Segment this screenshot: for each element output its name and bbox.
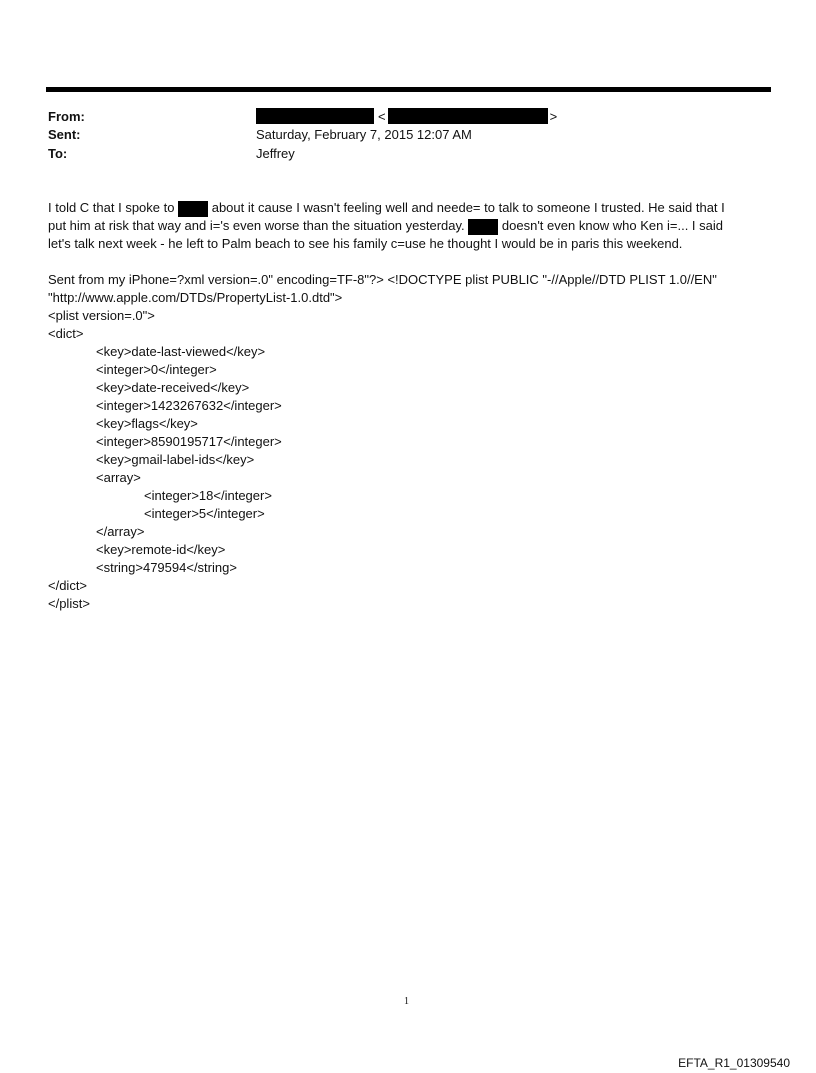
from-label: From: — [48, 109, 85, 124]
from-lt: < — [378, 108, 386, 124]
page-number: 1 — [404, 996, 409, 1007]
to-label: To: — [48, 146, 68, 161]
plist-line: <key>remote-id</key> — [96, 542, 226, 557]
plist-line: <string>479594</string> — [96, 560, 237, 575]
redaction-box — [256, 108, 374, 124]
to-value: Jeffrey — [256, 146, 295, 161]
plist-line: <key>gmail-label-ids</key> — [96, 452, 255, 467]
plist-line: <integer>18</integer> — [144, 488, 272, 503]
plist-line: </plist> — [48, 596, 90, 611]
plist-line: <key>date-received</key> — [96, 380, 250, 395]
body-line-2 — [48, 217, 768, 235]
sent-label: Sent: — [48, 127, 81, 142]
redaction-box — [388, 108, 548, 124]
redaction-box — [468, 219, 498, 235]
bates-number: EFTA_R1_01309540 — [678, 1056, 790, 1070]
plist-line: <key>flags</key> — [96, 416, 198, 431]
body-text: put him at risk that way and i='s even worse than the situation yesterday. — [48, 218, 465, 233]
plist-line: <dict> — [48, 326, 84, 341]
body-line-5: "http://www.apple.com/DTDs/PropertyList-1.0.dtd"> — [48, 290, 343, 305]
redaction-box — [178, 201, 208, 217]
plist-line: </array> — [96, 524, 145, 539]
plist-line: <array> — [96, 470, 141, 485]
body-text: about it cause I wasn't feeling well and neede= to talk to someone I trusted. He said that I — [211, 200, 725, 215]
plist-line: <integer>5</integer> — [144, 506, 265, 521]
body-text: I told C that I spoke to — [48, 200, 175, 215]
from-value — [256, 108, 557, 124]
body-line-1 — [48, 199, 768, 217]
body-line-3: let's talk next week - he left to Palm beach to see his family c=use he thought I would be in paris this weekend. — [48, 236, 683, 251]
plist-line: </dict> — [48, 578, 88, 593]
header-rule — [46, 87, 771, 92]
body-text: doesn't even know who Ken i=... I said — [501, 218, 723, 233]
sent-value: Saturday, February 7, 2015 12:07 AM — [256, 127, 472, 142]
from-gt: > — [549, 108, 558, 124]
plist-line: <integer>0</integer> — [96, 362, 217, 377]
plist-line: <integer>1423267632</integer> — [96, 398, 282, 413]
plist-line: <integer>8590195717</integer> — [96, 434, 282, 449]
plist-line: <key>date-last-viewed</key> — [96, 344, 266, 359]
body-line-4: Sent from my iPhone=?xml version=.0" encoding=TF-8"?> <!DOCTYPE plist PUBLIC "-//Apple//DTD PLIST 1.0//EN" — [48, 272, 717, 287]
plist-line: <plist version=.0"> — [48, 308, 155, 323]
